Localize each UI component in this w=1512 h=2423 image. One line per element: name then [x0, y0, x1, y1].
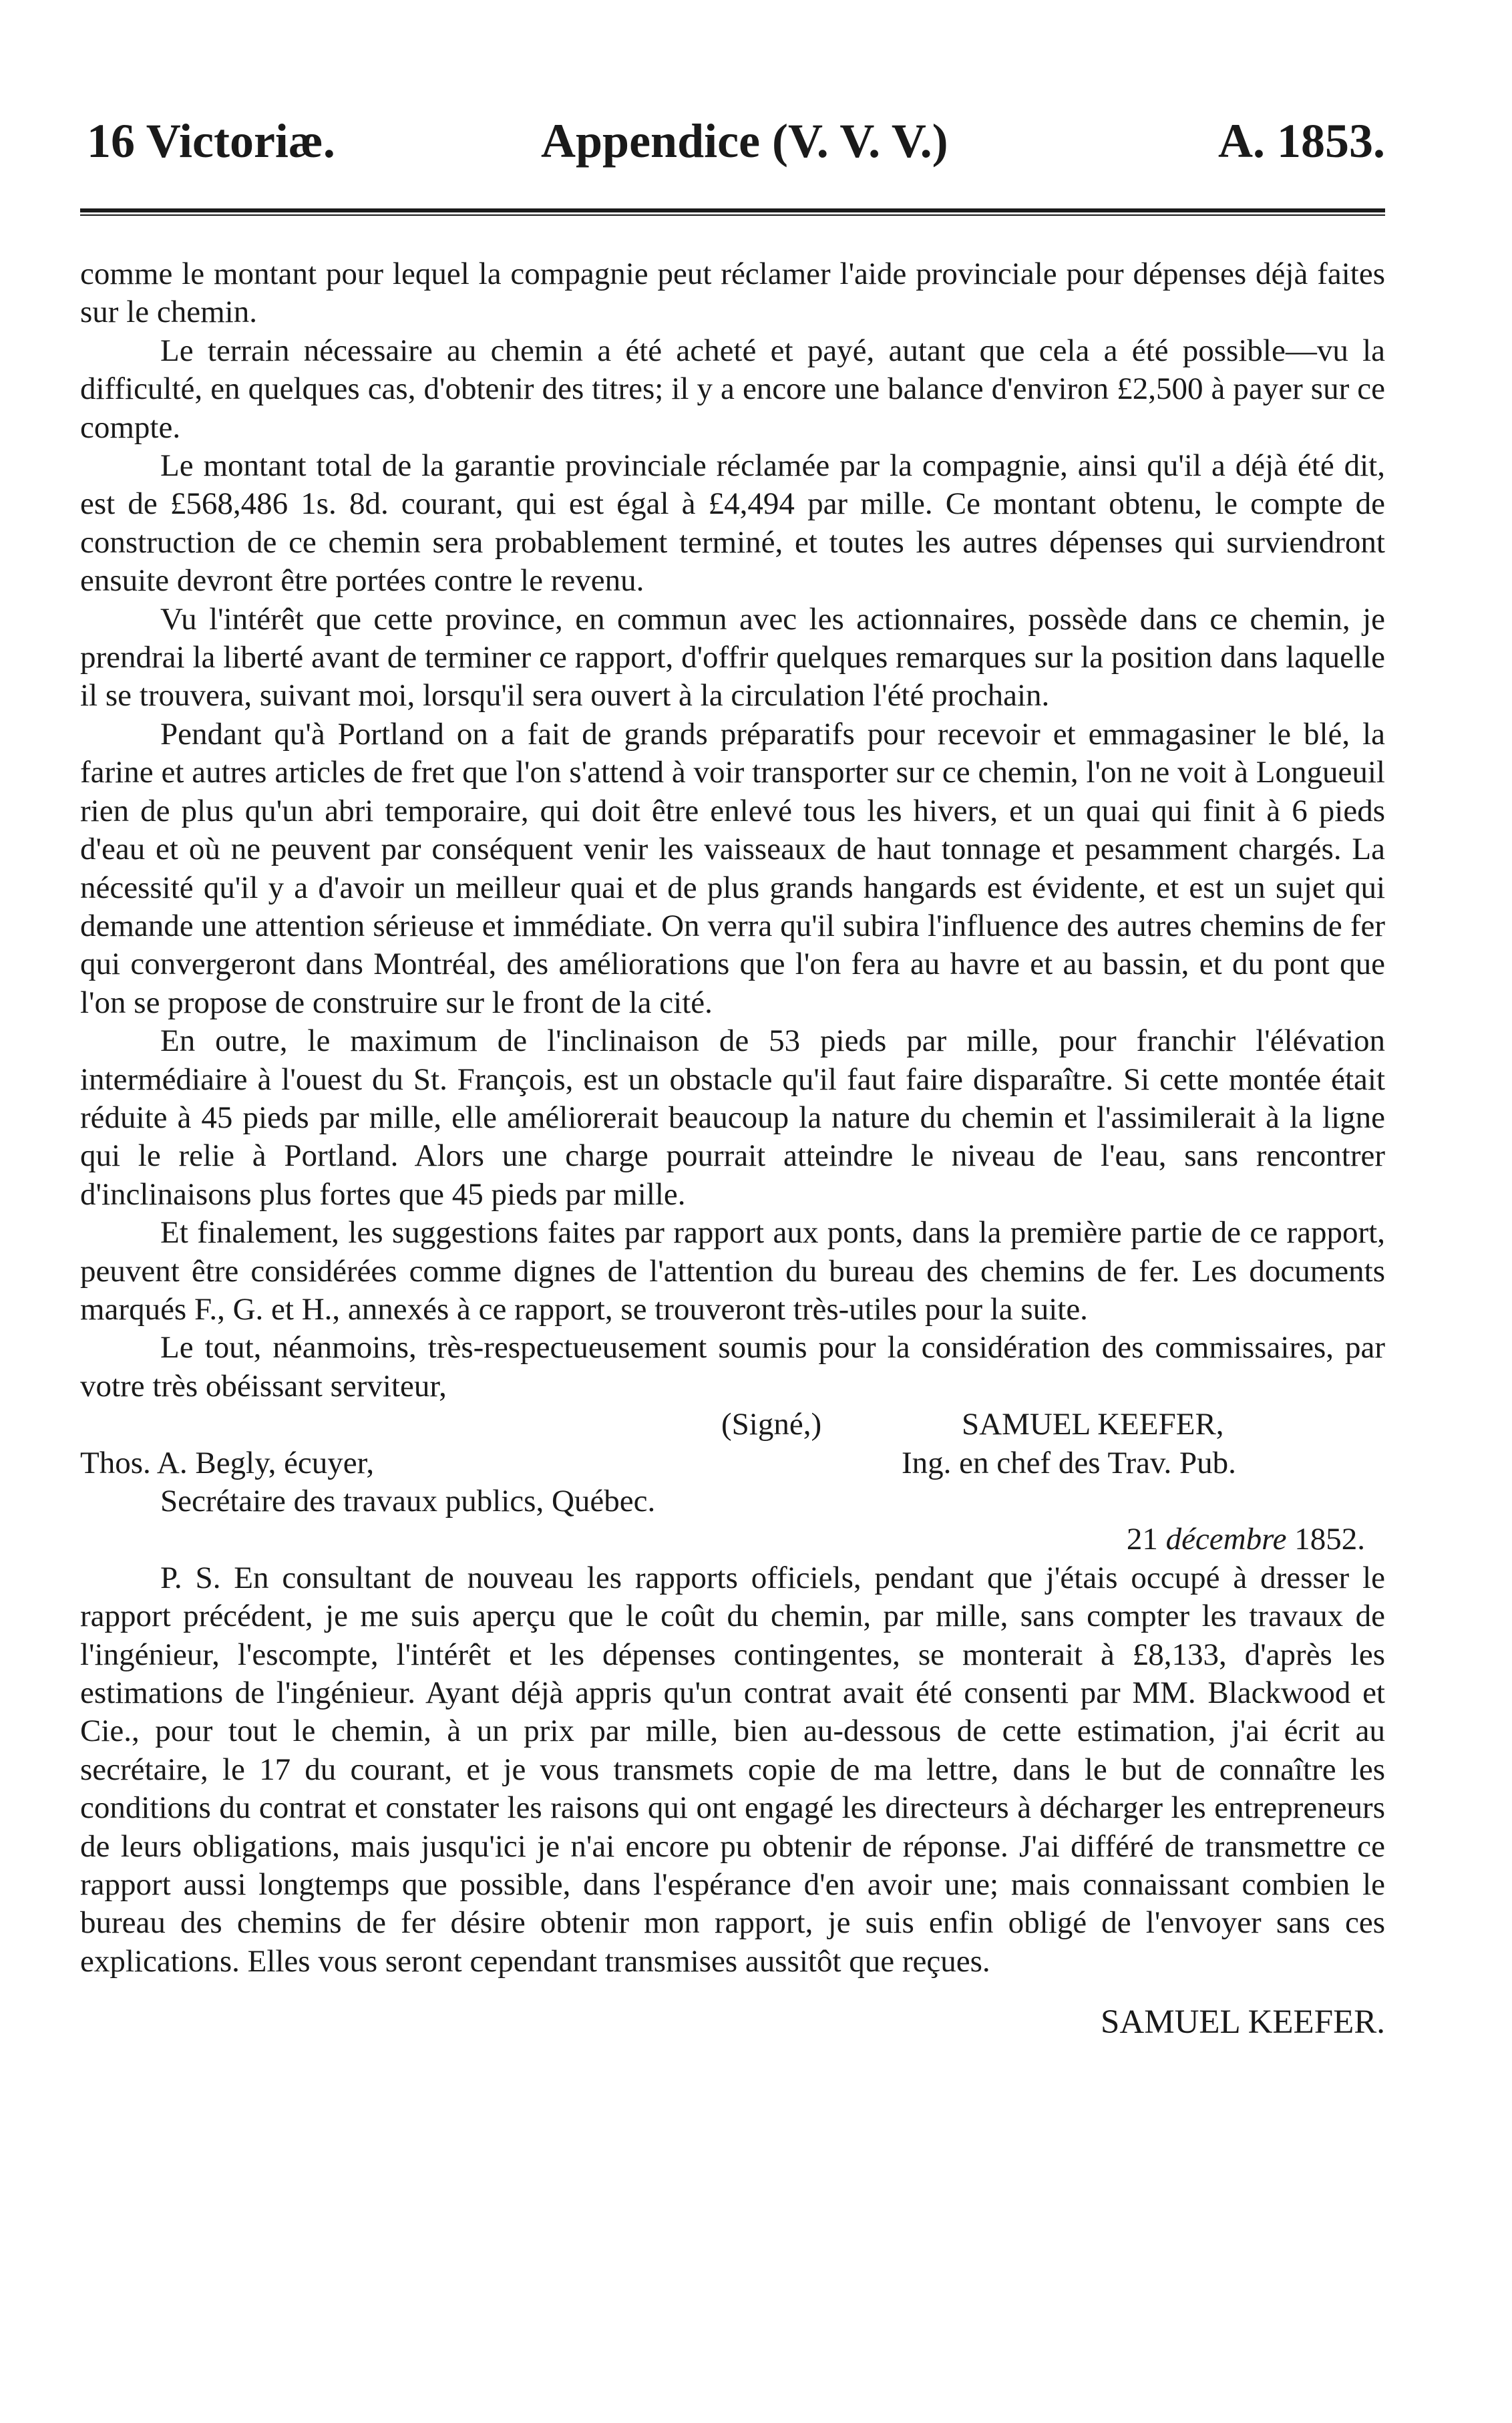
signer-name: SAMUEL KEEFER,	[962, 1407, 1224, 1442]
header-right: A. 1853.	[1218, 114, 1385, 168]
date-day: 21	[1126, 1522, 1158, 1557]
page-header	[87, 114, 1385, 174]
postscript: P. S. En consultant de nouveau les rapports officiels, pendant que j'étais occupé à dresser le rapport précédent, je me suis aperçu que le coût du chemin, par mille, sans compter les travaux de l'ingénieur, l'escompte, l'intérêt et les dépenses contingentes, se monterait à £8,133, d'après les estimations de l'ingénieur. Ayant déjà appris qu'un contrat avait été consenti par MM. Blackwood et Cie., pour tout le chemin, à un prix par mille, bien au-dessous de cette estimation, j'ai écrit au secrétaire, le 17 du courant, et je vous transmets copie de ma lettre, dans le but de connaître les conditions du contrat et constater les raisons qui ont engagé les directeurs à décharger les entrepreneurs de leurs obligations, mais jusqu'ici je n'ai encore pu obtenir de réponse. J'ai différé de transmettre ce rapport aussi longtemps que possible, dans l'espérance d'en avoir une; mais connaissant combien le bureau des chemins de fer désire obtenir mon rapport, je suis enfin obligé de l'envoyer sans ces explications. Elles vous seront cependant transmises aussitôt que reçues.	[80, 1560, 1385, 1979]
addressee-name: Thos. A. Begly, écuyer,	[80, 1445, 375, 1480]
document-body	[80, 255, 1385, 2042]
paragraph: comme le montant pour lequel la compagnie peut réclamer l'aide provinciale pour dépenses déjà faites sur le chemin.	[80, 257, 1385, 330]
paragraph: Vu l'intérêt que cette province, en commun avec les actionnaires, possède dans ce chemin, je prendrai la liberté avant de terminer ce rapport, d'offrir quelques remarques sur la position dans laquelle il se trouvera, suivant moi, lorsqu'il sera ouvert à la circulation l'été prochain.	[80, 601, 1385, 713]
date-month: décembre	[1165, 1522, 1287, 1557]
paragraph: Le tout, néanmoins, très-respectueusement soumis pour la considération des commissaires, par votre très obéissant serviteur,	[80, 1330, 1385, 1404]
final-signature: SAMUEL KEEFER.	[1101, 2003, 1385, 2042]
signed-label: (Signé,)	[721, 1407, 822, 1442]
header-left: 16 Victoriæ.	[87, 114, 335, 168]
paragraph: Et finalement, les suggestions faites par rapport aux ponts, dans la première partie de ce rapport, peuvent être considérées comme dignes de l'attention du bureau des chemins de fer. Les documents marqués F., G. et H., annexés à ce rapport, se trouveront très-utiles pour la suite.	[80, 1215, 1385, 1327]
signature-line-2	[80, 1444, 1385, 1482]
signer-title: Ing. en chef des Trav. Pub.	[902, 1445, 1236, 1480]
paragraph: En outre, le maximum de l'inclinaison de 53 pieds par mille, pour franchir l'élévation intermédiaire à l'ouest du St. François, est un obstacle qu'il faut faire disparaître. Si cette montée était réduite à 45 pieds par mille, elle améliorerait beaucoup la nature du chemin et l'assimilerait à la ligne qui le relie à Portland. Alors une charge pourrait atteindre le niveau de l'eau, sans rencontrer d'inclinaisons plus fortes que 45 pieds par mille.	[80, 1023, 1385, 1212]
signature-line-3	[80, 1482, 1385, 1520]
header-center: Appendice (V. V. V.)	[541, 114, 948, 168]
date-year: 1852.	[1294, 1522, 1365, 1557]
signature-line-1	[80, 1406, 1385, 1444]
addressee-title: Secrétaire des travaux publics, Québec.	[160, 1483, 656, 1518]
date-line	[80, 1520, 1385, 1559]
paragraph: Le terrain nécessaire au chemin a été acheté et payé, autant que cela a été possible—vu la difficulté, en quelques cas, d'obtenir des titres; il y a encore une balance d'environ £2,500 à payer sur ce compte.	[80, 333, 1385, 445]
header-rule	[80, 208, 1385, 216]
paragraph: Pendant qu'à Portland on a fait de grands préparatifs pour recevoir et emmagasiner le blé, la farine et autres articles de fret que l'on s'attend à voir transporter sur ce chemin, l'on ne voit à Longueuil rien de plus qu'un abri temporaire, qui doit être enlevé tous les hivers, et un quai qui finit à 6 pieds d'eau et où ne peuvent par conséquent venir les vaisseaux de haut tonnage et pesamment chargés. La nécessité qu'il y a d'avoir un meilleur quai et de plus grands hangards est évidente, et est un sujet qui demande une attention sérieuse et immédiate. On verra qu'il subira l'influence des autres chemins de fer qui convergeront dans Montréal, des améliorations que l'on fera au havre et au bassin, et du pont que l'on se propose de construire sur le front de la cité.	[80, 716, 1385, 1020]
paragraph: Le montant total de la garantie provinciale réclamée par la compagnie, ainsi qu'il a déjà été dit, est de £568,486 1s. 8d. courant, qui est égal à £4,494 par mille. Ce montant obtenu, le compte de construction de ce chemin sera probablement terminé, et toutes les autres dépenses qui surviendront ensuite devront être portées contre le revenu.	[80, 448, 1385, 599]
